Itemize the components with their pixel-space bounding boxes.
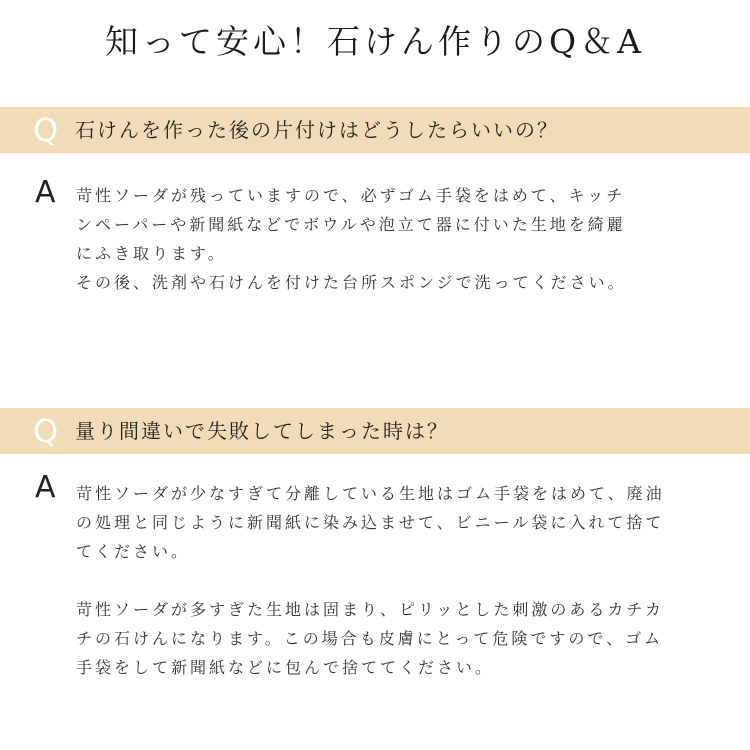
question-text-1: 石けんを作った後の片付けはどうしたらいいの？ (75, 118, 559, 142)
answer-line: にふき取ります。 (76, 244, 227, 263)
answer-line: チの石けんになります。この場合も皮膚にとって危険ですので、ゴム (76, 629, 664, 648)
answer-line: その後、洗剤や石けんを付けた台所スポンジで洗ってください。 (76, 273, 627, 292)
a-marker: A (35, 470, 56, 505)
answer-line: 手袋をして新聞紙などに包んで捨ててください。 (76, 658, 495, 677)
page-title: 知って安心！石けん作りのQ＆A (105, 22, 645, 61)
question-bar-2 (0, 408, 750, 454)
question-bar-1 (0, 107, 750, 153)
answer-line: 苛性ソーダが残っていますので、必ずゴム手袋をはめて、キッチ (76, 186, 626, 205)
answer-line: 苛性ソーダが少なすぎて分離している生地はゴム手袋をはめて、廃油 (76, 484, 665, 503)
q-marker: Q (33, 412, 59, 450)
answer-text-2 (76, 479, 716, 682)
answer-line: 苛性ソーダが多すぎた生地は固まり、ピリッとした刺激のあるカチカ (76, 600, 665, 619)
answer-line: てください。 (76, 542, 191, 561)
answer-line: の処理と同じように新聞紙に染み込ませて、ビニール袋に入れて捨て (76, 513, 665, 532)
paragraph-gap (76, 566, 716, 595)
question-text-2: 量り間違いで失敗してしまった時は？ (75, 419, 449, 443)
answer-line: ンペーパーや新聞紙などでボウルや泡立て器に付いた生地を綺麗 (76, 215, 626, 234)
answer-text-1 (76, 181, 716, 297)
a-marker: A (35, 175, 56, 210)
q-marker: Q (33, 111, 59, 149)
